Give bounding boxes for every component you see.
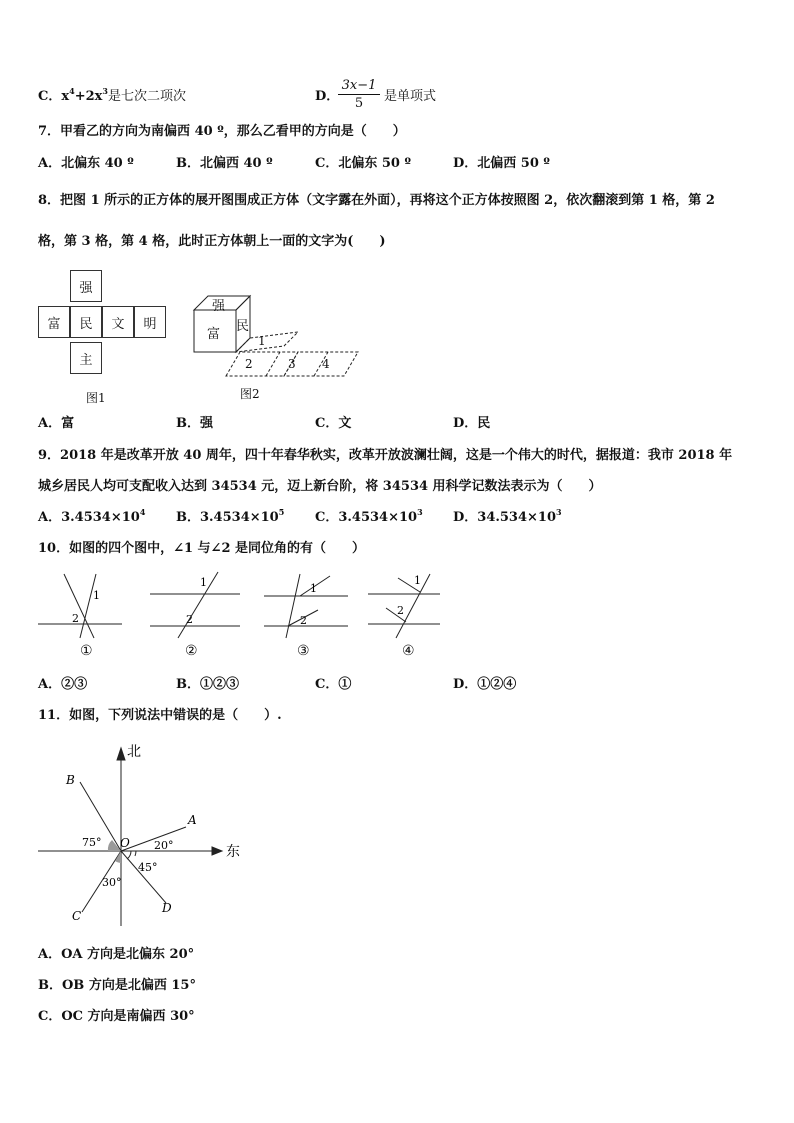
q10-figure-2-label: ② (185, 643, 198, 659)
q7-option-a: A．北偏东 40 º (38, 156, 134, 171)
cube-face-front-label: 富 (207, 327, 221, 342)
point-b-label: B (66, 773, 75, 787)
q10-fig3-angle-1: 1 (310, 582, 317, 595)
cube-net-figure (38, 270, 168, 380)
q9-stem-line1: 9．2018 年是改革开放 40 周年，四十年春华秋实，改革开放波澜壮阔，这是一个伟大的时代，据报道：我市 2018 年 (38, 448, 733, 463)
fraction-denominator: 5 (354, 96, 364, 111)
q8-stem-line2: 格，第 3 格，第 4 格，此时正方体朝上一面的文字为( ) (38, 234, 386, 249)
net-face-bottom: 主 (70, 342, 102, 374)
q10-fig2-angle-1: 1 (200, 576, 207, 589)
q11-option-b: B．OB 方向是北偏西 15° (38, 978, 196, 993)
point-d-label: D (162, 901, 172, 915)
q7-stem: 7．甲看乙的方向为南偏西 40 º，那么乙看甲的方向是（ ） (38, 124, 406, 139)
q11-option-a: A．OA 方向是北偏东 20° (38, 947, 195, 962)
angle-45-label: 45° (138, 861, 158, 874)
q10-option-c: C．① (315, 677, 352, 692)
point-a-label: A (188, 813, 197, 827)
q6-option-d-fraction (338, 78, 380, 113)
q10-figure-4 (366, 570, 446, 640)
q7-option-c: C．北偏东 50 º (315, 156, 411, 171)
origin-label: O (120, 836, 130, 850)
q8-option-a: A．富 (38, 416, 75, 431)
q9-option-b: B．$3.4534\times 10^5$ (176, 507, 285, 525)
q11-stem: 11．如图，下列说法中错误的是（ ）. (38, 708, 282, 723)
q10-figure-3 (262, 570, 352, 640)
q10-figure-1 (36, 570, 126, 640)
figure-1-caption: 图1 (86, 391, 106, 405)
cube-face-side-label: 民 (236, 319, 250, 334)
q10-figure-2 (148, 570, 243, 640)
q8-stem-line1: 8．把图 1 所示的正方体的展开图围成正方体（文字露在外面），再将这个正方体按照图 2，依次翻滚到第 1 格，第 2 (38, 193, 715, 208)
q9-option-d: D．$34.534\times 10^3$ (453, 507, 562, 525)
q10-option-a: A．②③ (38, 677, 88, 692)
east-label: 东 (226, 844, 240, 860)
q11-option-c: C．OC 方向是南偏西 30° (38, 1009, 195, 1024)
q10-fig1-angle-1: 1 (93, 589, 100, 602)
angle-20-label: 20° (154, 839, 174, 852)
q10-fig4-angle-1: 1 (414, 574, 421, 587)
figure-2-caption: 图2 (240, 387, 260, 401)
net-face-right1: 文 (102, 306, 134, 338)
q10-figure-4-label: ④ (402, 643, 415, 659)
net-face-right2: 明 (134, 306, 166, 338)
q9-option-c: C．$3.4534\times 10^3$ (315, 507, 423, 525)
q8-option-c: C．文 (315, 416, 352, 431)
cube-face-top-label: 强 (212, 299, 226, 314)
q6-option-c: C．$x^4+2x^3$是七次二项次 (38, 86, 186, 104)
q10-fig4-angle-2: 2 (397, 604, 404, 617)
q7-option-d: D．北偏西 50 º (453, 156, 550, 171)
q10-fig2-angle-2: 2 (186, 613, 193, 626)
q10-stem: 10．如图的四个图中，∠1 与∠2 是同位角的有（ ） (38, 541, 366, 556)
angle-75-label: 75° (82, 836, 102, 849)
cell-1-label: 1 (258, 334, 266, 348)
net-face-top: 强 (70, 270, 102, 302)
q10-option-b: B．①②③ (176, 677, 239, 692)
cell-4-label: 4 (322, 357, 330, 371)
compass-direction-figure (30, 740, 250, 930)
cell-2-label: 2 (245, 357, 253, 371)
q10-figure-3-label: ③ (297, 643, 310, 659)
q6-option-d-text: 是单项式 (384, 89, 437, 104)
angle-30-label: 30° (102, 876, 122, 889)
q6-option-d-label: D． (315, 89, 340, 104)
q9-stem-line2: 城乡居民人均可支配收入达到 34534 元，迈上新台阶，将 34534 用科学记数法表示为（ ） (38, 479, 602, 494)
net-face-center: 民 (70, 306, 102, 338)
q7-option-b: B．北偏西 40 º (176, 156, 273, 171)
q9-option-a: A．$3.4534\times 10^4$ (38, 507, 146, 525)
fraction-numerator: 3x−1 (338, 78, 380, 95)
point-c-label: C (72, 909, 82, 923)
net-face-left: 富 (38, 306, 70, 338)
q10-option-d: D．①②④ (453, 677, 517, 692)
q8-option-b: B．强 (176, 416, 213, 431)
q10-fig1-angle-2: 2 (72, 612, 79, 625)
q10-fig3-angle-2: 2 (300, 614, 307, 627)
cell-3-label: 3 (288, 357, 296, 371)
north-label: 北 (127, 744, 141, 760)
q8-option-d: D．民 (453, 416, 491, 431)
q10-figure-1-label: ① (80, 643, 93, 659)
